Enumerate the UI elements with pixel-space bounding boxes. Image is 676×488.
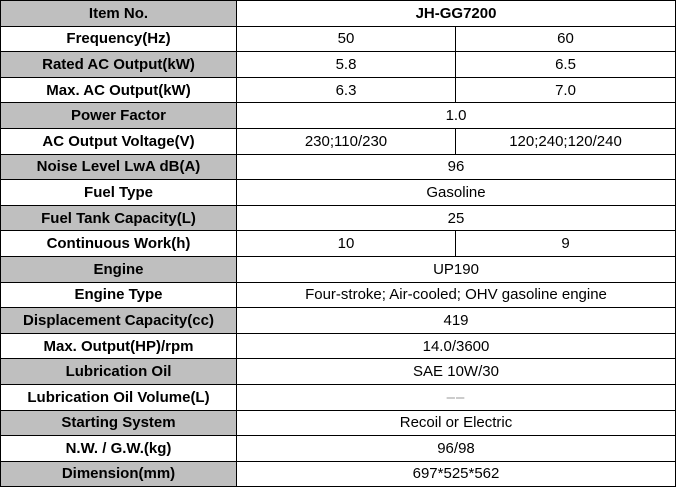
row-value: 14.0/3600 bbox=[237, 333, 676, 359]
row-value-60hz: 120;240;120/240 bbox=[456, 128, 676, 154]
table-row-fuel-tank-capacity bbox=[1, 205, 676, 231]
table-row-power-factor bbox=[1, 103, 676, 129]
row-label: AC Output Voltage(V) bbox=[1, 128, 237, 154]
table-row-dimension bbox=[1, 461, 676, 487]
row-value: 419 bbox=[237, 308, 676, 334]
table-row-weight bbox=[1, 436, 676, 462]
row-value-60hz: 6.5 bbox=[456, 52, 676, 78]
row-label: Fuel Type bbox=[1, 180, 237, 206]
table-row-ac-output-voltage bbox=[1, 128, 676, 154]
table-row-engine bbox=[1, 256, 676, 282]
row-label: N.W. / G.W.(kg) bbox=[1, 436, 237, 462]
row-value: 96/98 bbox=[237, 436, 676, 462]
row-label: Power Factor bbox=[1, 103, 237, 129]
row-value-50hz: 50 bbox=[237, 26, 456, 52]
table-row-frequency bbox=[1, 26, 676, 52]
row-label: Max. AC Output(kW) bbox=[1, 77, 237, 103]
row-label: Lubrication Oil bbox=[1, 359, 237, 385]
row-label: Engine bbox=[1, 256, 237, 282]
table-row-lubrication-oil-volume bbox=[1, 384, 676, 410]
row-label: Item No. bbox=[1, 1, 237, 27]
table-row-displacement-capacity bbox=[1, 308, 676, 334]
table-row-item-no bbox=[1, 1, 676, 27]
row-value-60hz: 9 bbox=[456, 231, 676, 257]
row-label: Frequency(Hz) bbox=[1, 26, 237, 52]
row-value: –– bbox=[237, 384, 676, 410]
row-value: 697*525*562 bbox=[237, 461, 676, 487]
row-value: SAE 10W/30 bbox=[237, 359, 676, 385]
row-label: Fuel Tank Capacity(L) bbox=[1, 205, 237, 231]
row-value: Four-stroke; Air-cooled; OHV gasoline engine bbox=[237, 282, 676, 308]
table-row-rated-ac-output bbox=[1, 52, 676, 78]
row-value-50hz: 230;110/230 bbox=[237, 128, 456, 154]
row-value: JH-GG7200 bbox=[237, 1, 676, 27]
table-row-continuous-work bbox=[1, 231, 676, 257]
table-row-max-output bbox=[1, 333, 676, 359]
row-value-50hz: 10 bbox=[237, 231, 456, 257]
table-row-fuel-type bbox=[1, 180, 676, 206]
row-value: 1.0 bbox=[237, 103, 676, 129]
table-row-noise-level bbox=[1, 154, 676, 180]
row-label: Lubrication Oil Volume(L) bbox=[1, 384, 237, 410]
row-value: 25 bbox=[237, 205, 676, 231]
row-label: Rated AC Output(kW) bbox=[1, 52, 237, 78]
table-row-lubrication-oil bbox=[1, 359, 676, 385]
table-row-max-ac-output bbox=[1, 77, 676, 103]
row-label: Noise Level LwA dB(A) bbox=[1, 154, 237, 180]
row-value-60hz: 7.0 bbox=[456, 77, 676, 103]
row-label: Dimension(mm) bbox=[1, 461, 237, 487]
row-value: 96 bbox=[237, 154, 676, 180]
row-value-50hz: 5.8 bbox=[237, 52, 456, 78]
row-label: Engine Type bbox=[1, 282, 237, 308]
row-label: Continuous Work(h) bbox=[1, 231, 237, 257]
row-label: Displacement Capacity(cc) bbox=[1, 308, 237, 334]
row-label: Max. Output(HP)/rpm bbox=[1, 333, 237, 359]
row-label: Starting System bbox=[1, 410, 237, 436]
row-value-60hz: 60 bbox=[456, 26, 676, 52]
table-row-starting-system bbox=[1, 410, 676, 436]
row-value: Recoil or Electric bbox=[237, 410, 676, 436]
row-value: UP190 bbox=[237, 256, 676, 282]
table-row-engine-type bbox=[1, 282, 676, 308]
row-value-50hz: 6.3 bbox=[237, 77, 456, 103]
row-value: Gasoline bbox=[237, 180, 676, 206]
